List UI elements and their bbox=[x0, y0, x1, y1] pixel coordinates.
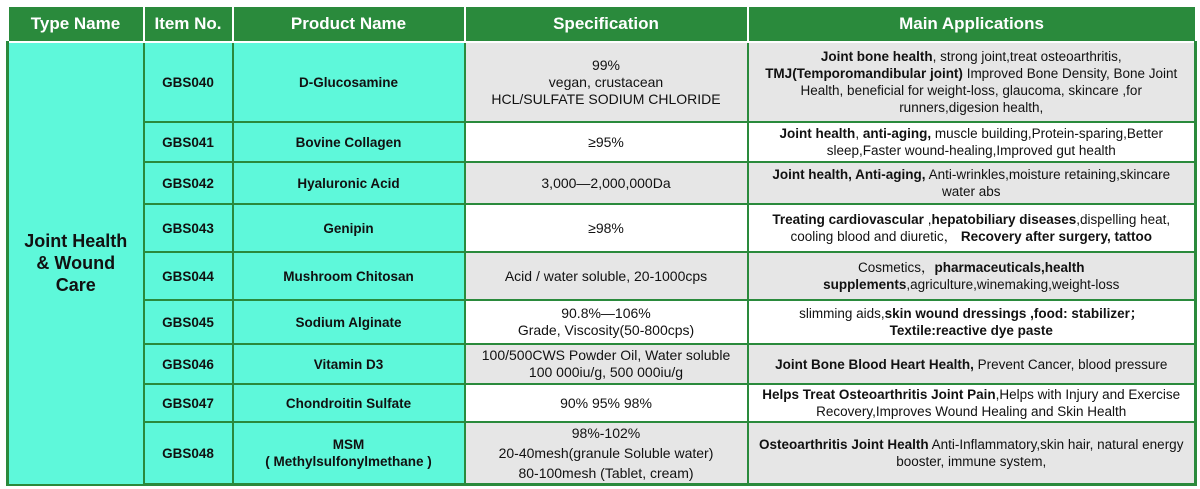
spec-line: Acid / water soluble, 20-1000cps bbox=[504, 267, 708, 284]
applications-cell bbox=[748, 42, 1196, 122]
spec-line: 98%-102% bbox=[571, 425, 641, 441]
applications-cell bbox=[748, 204, 1196, 252]
table-row bbox=[8, 384, 1196, 422]
spec-cell bbox=[465, 204, 748, 252]
header-type-name: Type Name bbox=[8, 6, 144, 42]
spec-cell bbox=[465, 122, 748, 162]
app-bold-text: Joint bone health bbox=[820, 49, 933, 64]
product-name-line: MSM bbox=[332, 437, 365, 452]
item-no-cell: GBS040 bbox=[144, 42, 233, 122]
app-bold-text: Joint Bone Blood Heart Health, bbox=[775, 356, 974, 372]
table-row bbox=[8, 204, 1196, 252]
header-product-name: Product Name bbox=[233, 6, 465, 42]
item-no-cell: GBS046 bbox=[144, 344, 233, 384]
product-name-cell: Bovine Collagen bbox=[233, 122, 465, 162]
product-name-cell: Hyaluronic Acid bbox=[233, 162, 465, 204]
item-no-cell: GBS041 bbox=[144, 122, 233, 162]
table-row bbox=[8, 252, 1196, 300]
applications-cell bbox=[748, 162, 1196, 204]
table-row bbox=[8, 300, 1196, 344]
product-name-subline: ( Methylsulfonylmethane ) bbox=[265, 454, 432, 469]
spec-line: 20-40mesh(granule Soluble water) bbox=[498, 445, 714, 461]
table-row bbox=[8, 122, 1196, 162]
category-cell bbox=[8, 42, 144, 485]
app-text: Anti-Inflammatory,skin hair, natural energy booster, immune system, bbox=[896, 437, 1184, 469]
app-bold-text: skin wound dressings ,food: stabilizer； Textile:reactive dye paste bbox=[884, 306, 1144, 338]
app-text: , bbox=[855, 126, 863, 141]
spec-line: 99% bbox=[591, 56, 621, 73]
table-row bbox=[8, 422, 1196, 485]
product-name-cell bbox=[233, 422, 465, 485]
app-bold-text: Joint health bbox=[779, 126, 856, 141]
spec-cell bbox=[465, 252, 748, 300]
spec-cell bbox=[465, 162, 748, 204]
app-bold-text: TMJ(Temporomandibular joint) bbox=[765, 66, 963, 81]
app-bold-text: pharmaceuticals,health supplements bbox=[823, 260, 1085, 292]
item-no-cell: GBS048 bbox=[144, 422, 233, 485]
category-label-line: Joint Health bbox=[24, 231, 128, 252]
app-text: Improved Bone Density, Bone Joint Health, beneficial for weight-loss, glaucoma, skincare ,for runners,digesion health, bbox=[800, 66, 1178, 115]
header-row bbox=[8, 6, 1196, 42]
spec-line: ≥95% bbox=[588, 133, 624, 150]
item-no-cell: GBS047 bbox=[144, 384, 233, 422]
spec-line: 100 000iu/g, 500 000iu/g bbox=[528, 364, 684, 380]
spec-cell bbox=[465, 422, 748, 485]
spec-cell bbox=[465, 384, 748, 422]
applications-cell bbox=[748, 422, 1196, 485]
table-row bbox=[8, 344, 1196, 384]
app-bold-text: Joint health, Anti-aging, bbox=[772, 167, 926, 182]
spec-cell bbox=[465, 344, 748, 384]
app-text: ,dispelling heat, cooling blood and diuretic， bbox=[790, 212, 1171, 244]
spec-line: 100/500CWS Powder Oil, Water soluble bbox=[481, 347, 731, 363]
applications-cell bbox=[748, 344, 1196, 384]
spec-line: 90% 95% 98% bbox=[560, 394, 652, 411]
table-row bbox=[8, 162, 1196, 204]
spec-cell bbox=[465, 42, 748, 122]
app-bold-text: anti-aging, bbox=[862, 126, 932, 141]
spec-line: vegan, crustacean bbox=[548, 73, 664, 90]
app-bold-text: Osteoarthritis Joint Health bbox=[759, 437, 929, 452]
category-label-line: & Wound bbox=[36, 253, 116, 274]
app-text: ,Helps with Injury and Exercise Recovery,Improves Wound Healing and Skin Health bbox=[816, 387, 1181, 419]
applications-cell bbox=[748, 122, 1196, 162]
spec-line: Grade, Viscosity(50-800cps) bbox=[517, 322, 695, 338]
spec-line: 90.8%—106% bbox=[561, 305, 651, 321]
product-spec-table bbox=[6, 5, 1197, 486]
header-specification: Specification bbox=[465, 6, 748, 42]
product-name-cell: D-Glucosamine bbox=[233, 42, 465, 122]
header-main-applications: Main Applications bbox=[748, 6, 1196, 42]
item-no-cell: GBS043 bbox=[144, 204, 233, 252]
app-text: muscle building,Protein-sparing,Better sleep,Faster wound-healing,Improved gut health bbox=[826, 126, 1163, 158]
app-bold-text: Recovery after surgery, tattoo bbox=[960, 229, 1152, 244]
header-item-no: Item No. bbox=[144, 6, 233, 42]
product-name-cell: Chondroitin Sulfate bbox=[233, 384, 465, 422]
app-bold-text: Helps Treat Osteoarthritis Joint Pain bbox=[762, 387, 996, 402]
product-name-cell: Genipin bbox=[233, 204, 465, 252]
spec-line: 80-100mesh (Tablet, cream) bbox=[518, 465, 694, 481]
spec-line: HCL/SULFATE SODIUM CHLORIDE bbox=[491, 90, 721, 107]
applications-cell bbox=[748, 384, 1196, 422]
item-no-cell: GBS042 bbox=[144, 162, 233, 204]
spec-line: ≥98% bbox=[588, 219, 624, 236]
app-bold-text: hepatobiliary diseases bbox=[931, 212, 1077, 227]
app-bold-text: Treating cardiovascular bbox=[772, 212, 924, 227]
applications-cell bbox=[748, 300, 1196, 344]
app-text: slimming aids, bbox=[799, 306, 885, 321]
product-name-cell: Vitamin D3 bbox=[233, 344, 465, 384]
spec-cell bbox=[465, 300, 748, 344]
app-text: , strong joint,treat osteoarthritis, bbox=[932, 49, 1122, 64]
app-text: Cosmetics， bbox=[857, 260, 935, 275]
app-text: , bbox=[923, 212, 932, 227]
applications-cell bbox=[748, 252, 1196, 300]
category-label-line: Care bbox=[55, 275, 96, 296]
item-no-cell: GBS044 bbox=[144, 252, 233, 300]
table-row bbox=[8, 42, 1196, 122]
product-name-cell: Sodium Alginate bbox=[233, 300, 465, 344]
spec-line: 3,000—2,000,000Da bbox=[541, 174, 671, 191]
product-name-cell: Mushroom Chitosan bbox=[233, 252, 465, 300]
app-text: Anti-wrinkles,moisture retaining,skincare water abs bbox=[925, 167, 1171, 199]
app-text: ,agriculture,winemaking,weight-loss bbox=[906, 277, 1120, 292]
item-no-cell: GBS045 bbox=[144, 300, 233, 344]
app-text: Prevent Cancer, blood pressure bbox=[973, 356, 1168, 372]
